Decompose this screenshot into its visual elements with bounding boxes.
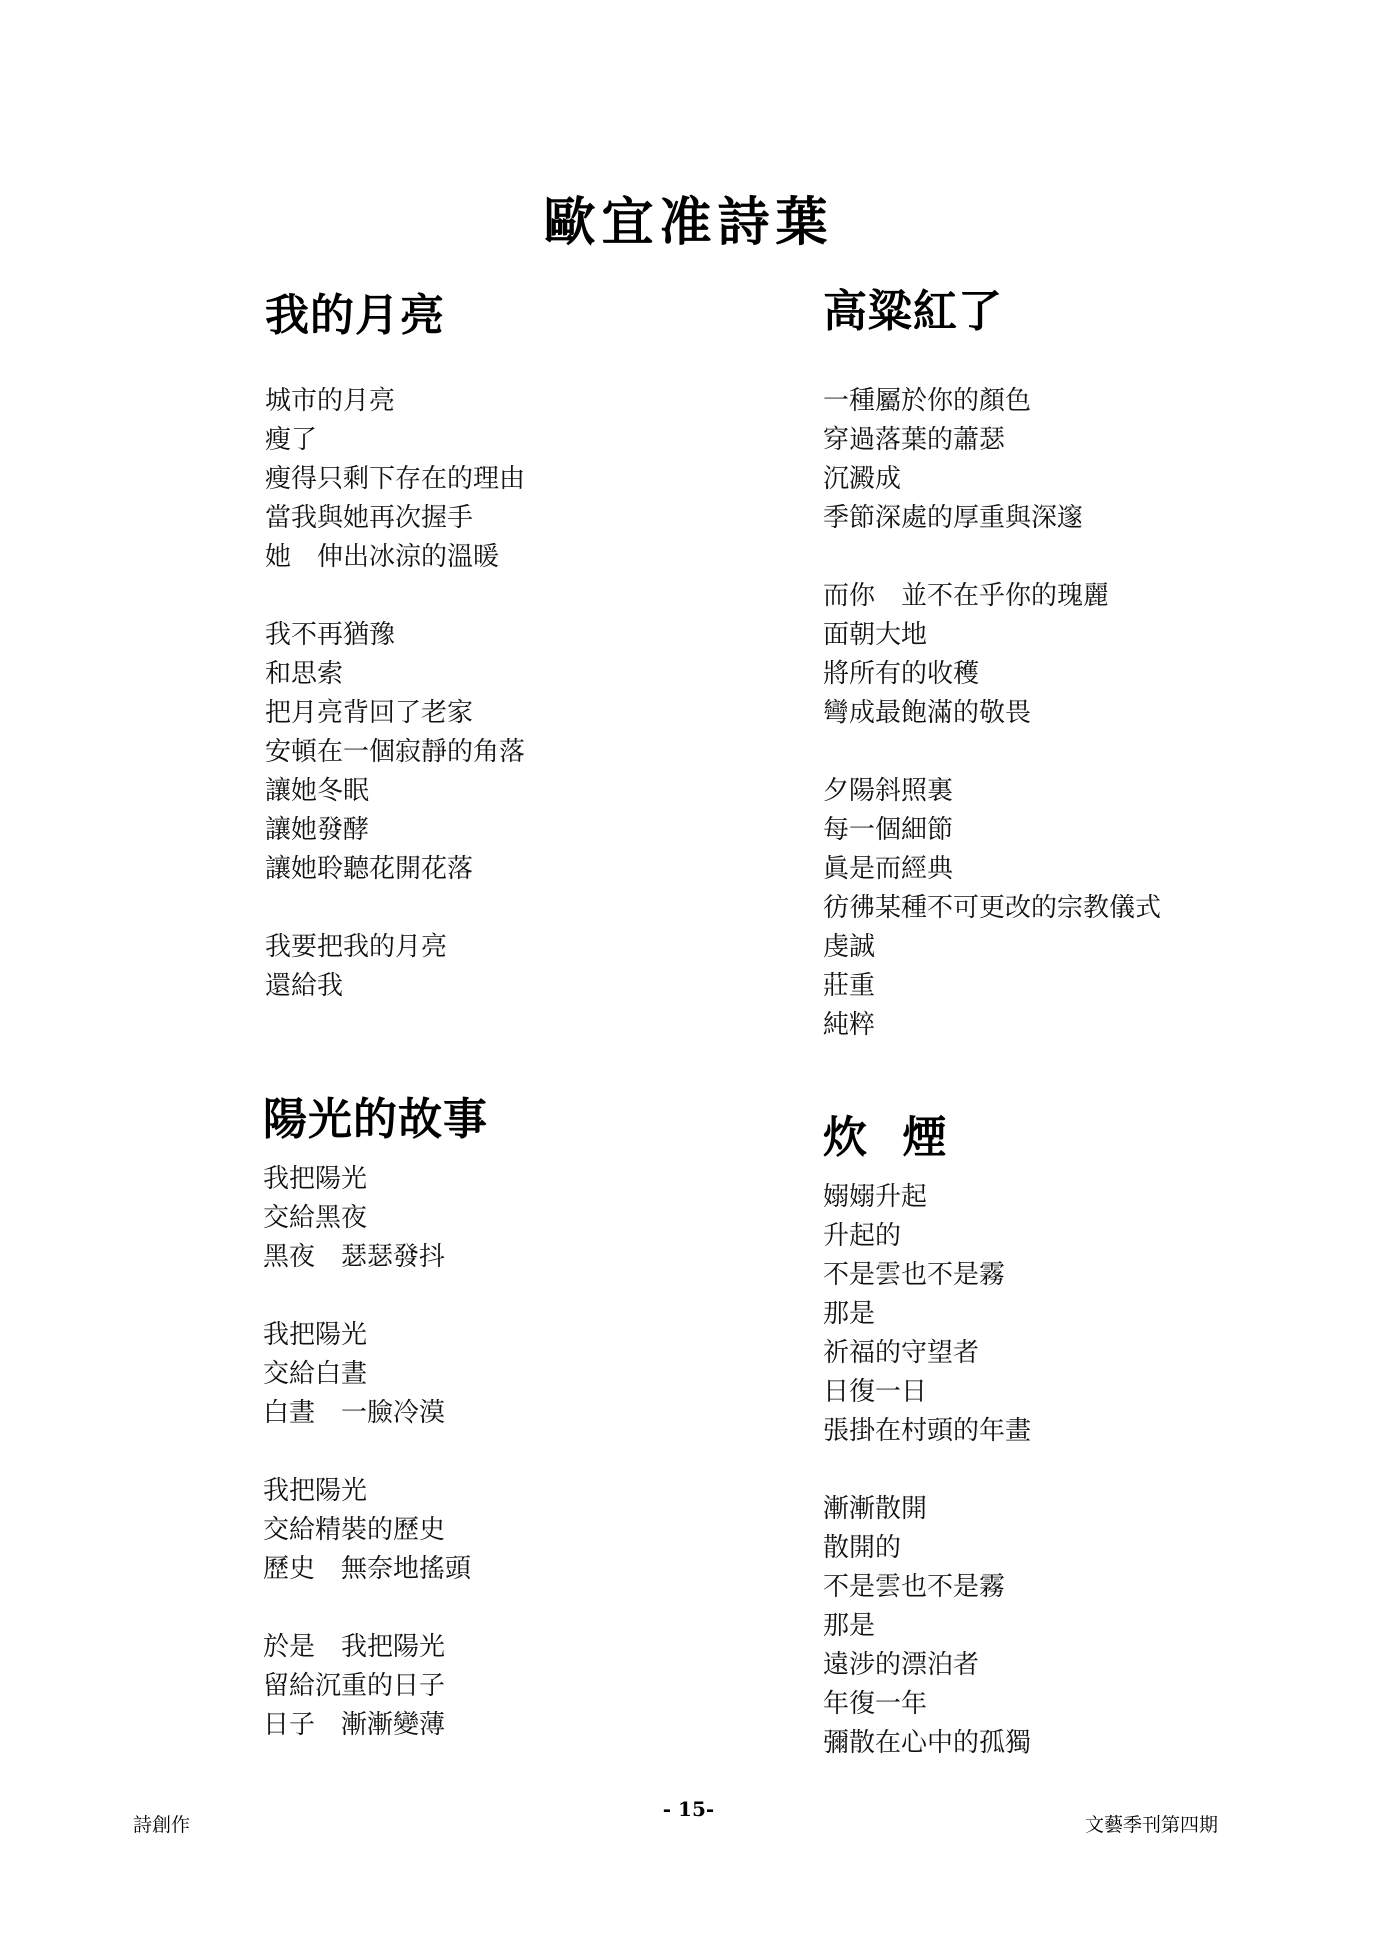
poem-line: 不是雲也不是霧	[823, 1572, 1006, 1602]
poem-line: 城市的月亮	[265, 386, 396, 416]
poem-sorghum-red	[823, 284, 1283, 1045]
poem-line: 日復一日	[823, 1377, 928, 1407]
poem-line: 莊重	[823, 971, 876, 1001]
stanza-gap	[263, 1433, 723, 1472]
stanza-gap	[265, 577, 725, 616]
poem-line: 夕陽斜照裏	[823, 776, 954, 806]
poem-line: 留給沉重的日子	[263, 1671, 446, 1701]
poem-line: 讓她冬眠	[265, 776, 370, 806]
poem-my-moon	[265, 288, 725, 1006]
poem-cooking-smoke	[823, 1110, 1283, 1763]
poem-line: 於是 我把陽光	[263, 1632, 446, 1662]
poem-line: 那是	[823, 1299, 876, 1329]
poem-body	[823, 382, 1283, 1045]
poem-line: 黑夜 瑟瑟發抖	[263, 1242, 446, 1272]
poem-line: 穿過落葉的蕭瑟	[823, 425, 1006, 455]
poem-sunlight-story	[263, 1092, 723, 1745]
poem-body	[265, 382, 725, 1006]
poem-title: 炊 煙	[823, 1112, 957, 1163]
poem-line: 讓她聆聽花開花落	[265, 854, 474, 884]
poem-line: 我把陽光	[263, 1476, 368, 1506]
poem-line: 眞是而經典	[823, 854, 954, 884]
poem-line: 交給精裝的歷史	[263, 1515, 446, 1545]
page-title: 歐宜准詩葉	[543, 192, 834, 253]
page-number: - 15-	[662, 1797, 715, 1821]
poem-line: 遠涉的漂泊者	[823, 1650, 980, 1680]
poem-line: 年復一年	[823, 1689, 928, 1719]
poem-line: 日子 漸漸變薄	[263, 1710, 446, 1740]
poem-line: 我不再猶豫	[265, 620, 396, 650]
poem-line: 而你 並不在乎你的瑰麗	[823, 581, 1110, 611]
poem-line: 把月亮背回了老家	[265, 698, 474, 728]
poem-line: 白晝 一臉冷漠	[263, 1398, 446, 1428]
poem-line: 季節深處的厚重與深邃	[823, 503, 1084, 533]
poem-line: 彎成最飽滿的敬畏	[823, 698, 1032, 728]
stanza-gap	[823, 538, 1283, 577]
poem-line: 純粹	[823, 1010, 876, 1040]
poem-title: 陽光的故事	[263, 1094, 488, 1145]
poem-line: 交給白晝	[263, 1359, 368, 1389]
poem-line: 漸漸散開	[823, 1494, 928, 1524]
poem-body	[263, 1160, 723, 1745]
poem-title: 高粱紅了	[823, 286, 1003, 337]
stanza-gap	[823, 733, 1283, 772]
footer-section-label: 詩創作	[133, 1814, 191, 1836]
poem-line: 安頓在一個寂靜的角落	[265, 737, 526, 767]
poem-line: 那是	[823, 1611, 876, 1641]
stanza-gap	[263, 1277, 723, 1316]
poem-line: 當我與她再次握手	[265, 503, 474, 533]
poem-line: 面朝大地	[823, 620, 928, 650]
poem-line: 瘦了	[265, 425, 318, 455]
poem-body	[823, 1178, 1283, 1763]
poem-line: 歷史 無奈地搖頭	[263, 1554, 472, 1584]
poem-line: 彷彿某種不可更改的宗教儀式	[823, 893, 1162, 923]
poem-line: 彌散在心中的孤獨	[823, 1728, 1032, 1758]
poem-line: 將所有的收穫	[823, 659, 980, 689]
poem-title: 我的月亮	[265, 290, 445, 341]
poem-line: 散開的	[823, 1533, 902, 1563]
poem-line: 她 伸出冰涼的溫暖	[265, 542, 500, 572]
poem-line: 每一個細節	[823, 815, 954, 845]
poem-line: 還給我	[265, 971, 344, 1001]
stanza-gap	[823, 1451, 1283, 1490]
poem-line: 我要把我的月亮	[265, 932, 448, 962]
poem-line: 沉澱成	[823, 464, 902, 494]
poem-line: 讓她發酵	[265, 815, 370, 845]
poem-line: 嫋嫋升起	[823, 1182, 928, 1212]
footer-issue-label: 文藝季刊第四期	[1085, 1814, 1219, 1836]
poem-line: 交給黑夜	[263, 1203, 368, 1233]
poem-line: 升起的	[823, 1221, 902, 1251]
poem-line: 我把陽光	[263, 1320, 368, 1350]
poem-line: 瘦得只剩下存在的理由	[265, 464, 526, 494]
poem-line: 和思索	[265, 659, 344, 689]
stanza-gap	[265, 889, 725, 928]
poem-line: 祈福的守望者	[823, 1338, 980, 1368]
stanza-gap	[263, 1589, 723, 1628]
poem-line: 虔誠	[823, 932, 876, 962]
poem-line: 不是雲也不是霧	[823, 1260, 1006, 1290]
poem-line: 我把陽光	[263, 1164, 368, 1194]
poem-line: 張掛在村頭的年畫	[823, 1416, 1032, 1446]
poem-line: 一種屬於你的顏色	[823, 386, 1032, 416]
